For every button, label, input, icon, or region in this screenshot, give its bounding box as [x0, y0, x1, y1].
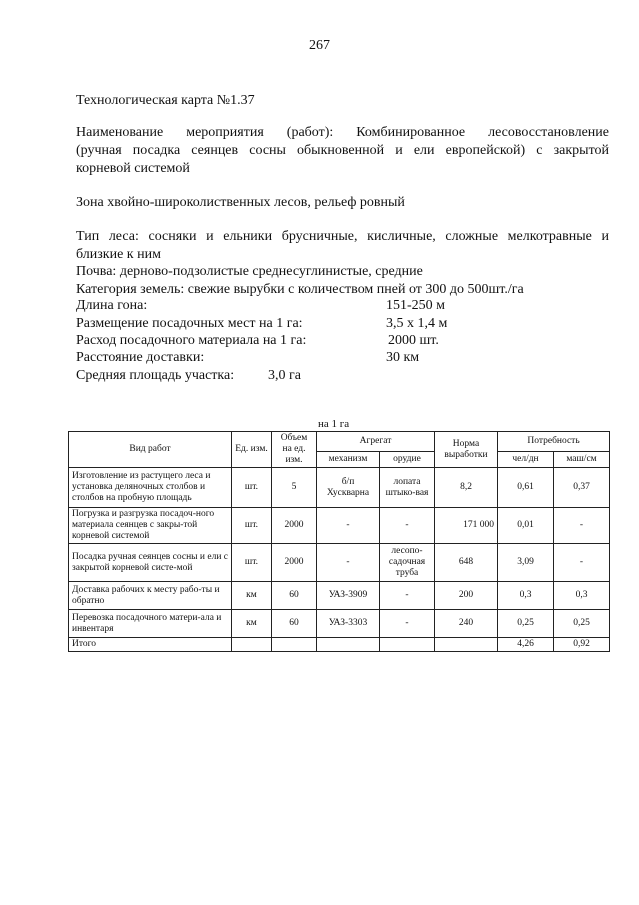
header-machine-shifts: маш/см [554, 452, 610, 468]
row-work: Доставка рабочих к месту рабо-ты и обратно [69, 582, 232, 610]
row-machine-shifts: 0,37 [554, 468, 610, 508]
row-work: Посадка ручная сеянцев сосны и ели с закрытой корневой систе-мой [69, 544, 232, 582]
table-row [69, 468, 610, 508]
total-empty [232, 638, 272, 652]
row-mechanism: - [317, 544, 380, 582]
header-tool: орудие [380, 452, 435, 468]
row-machine-shifts: - [554, 508, 610, 544]
row-mechanism: б/п Хускварна [317, 468, 380, 508]
forest-type-line: Тип леса: сосняки и ельники брусничные, кисличные, сложные мелкотравные и [76, 229, 609, 244]
row-tool: лесопо-садочная труба [380, 544, 435, 582]
forest-type-line: близкие к ним [76, 247, 161, 262]
doc-title: Технологическая карта №1.37 [76, 93, 255, 108]
header-need: Потребность [498, 432, 610, 452]
row-unit: шт. [232, 468, 272, 508]
consumption-label: Расход посадочного материала на 1 га: [76, 333, 307, 348]
row-unit: шт. [232, 544, 272, 582]
table-total-row [69, 638, 610, 652]
row-norm: 8,2 [435, 468, 498, 508]
total-empty [272, 638, 317, 652]
row-work: Изготовление из растущего леса и установка деляночных столбов и столбов на пробную площадь [69, 468, 232, 508]
placement-label: Размещение посадочных мест на 1 га: [76, 316, 303, 331]
row-machine-shifts: 0,25 [554, 610, 610, 638]
run-length-value: 151-250 м [386, 298, 446, 313]
row-tool: - [380, 508, 435, 544]
row-unit: шт. [232, 508, 272, 544]
total-label: Итого [69, 638, 232, 652]
consumption-value: 2000 шт. [388, 333, 439, 348]
row-unit: км [232, 582, 272, 610]
total-empty [317, 638, 380, 652]
row-norm: 240 [435, 610, 498, 638]
row-norm: 200 [435, 582, 498, 610]
total-machine-shifts: 0,92 [554, 638, 610, 652]
header-norm: Норма выработки [435, 432, 498, 468]
header-aggregate: Агрегат [317, 432, 435, 452]
forest-type [76, 228, 609, 264]
row-volume: 2000 [272, 508, 317, 544]
activity-line: корневой системой [76, 161, 190, 176]
header-unit: Ед. изм. [232, 432, 272, 468]
row-man-days: 0,01 [498, 508, 554, 544]
table-row [69, 508, 610, 544]
placement-value: 3,5 х 1,4 м [386, 316, 448, 331]
row-man-days: 0,25 [498, 610, 554, 638]
land-category: Категория земель: свежие вырубки с количеством пней от 300 до 500шт./га [76, 282, 524, 297]
area-value: 3,0 га [268, 368, 301, 383]
zone: Зона хвойно-широколиственных лесов, рельеф ровный [76, 195, 405, 210]
row-mechanism: УАЗ-3909 [317, 582, 380, 610]
row-work: Погрузка и разгрузка посадоч-ного материала сеянцев с закры-той корневой системой [69, 508, 232, 544]
row-mechanism: - [317, 508, 380, 544]
row-volume: 60 [272, 610, 317, 638]
row-man-days: 0,61 [498, 468, 554, 508]
total-man-days: 4,26 [498, 638, 554, 652]
distance-value: 30 км [386, 350, 420, 365]
page-number: 267 [309, 38, 330, 53]
row-machine-shifts: 0,3 [554, 582, 610, 610]
header-work-type: Вид работ [69, 432, 232, 468]
row-machine-shifts: - [554, 544, 610, 582]
row-volume: 60 [272, 582, 317, 610]
run-length-label: Длина гона: [76, 298, 148, 313]
total-empty [435, 638, 498, 652]
table-caption: на 1 га [318, 418, 350, 430]
works-table [68, 431, 610, 652]
table-row [69, 582, 610, 610]
area-label: Средняя площадь участка: [76, 368, 235, 383]
header-volume: Объем на ед. изм. [272, 432, 317, 468]
header-man-days: чел/дн [498, 452, 554, 468]
row-man-days: 3,09 [498, 544, 554, 582]
row-tool: лопата штыко-вая [380, 468, 435, 508]
activity-name [76, 124, 609, 178]
activity-line: (ручная посадка сеянцев сосны обыкновенной и ели европейской) с закрытой [76, 143, 609, 158]
distance-label: Расстояние доставки: [76, 350, 205, 365]
row-mechanism: УАЗ-3303 [317, 610, 380, 638]
activity-line: Наименование мероприятия (работ): Комбинированное лесовосстановление [76, 125, 609, 140]
table-row [69, 544, 610, 582]
row-unit: км [232, 610, 272, 638]
soil: Почва: дерново-подзолистые среднесуглинистые, средние [76, 264, 423, 279]
row-norm: 648 [435, 544, 498, 582]
row-tool: - [380, 610, 435, 638]
row-volume: 2000 [272, 544, 317, 582]
row-work: Перевозка посадочного матери-ала и инвентаря [69, 610, 232, 638]
row-norm: 171 000 [435, 508, 498, 544]
header-mechanism: механизм [317, 452, 380, 468]
table-row [69, 610, 610, 638]
row-tool: - [380, 582, 435, 610]
total-empty [380, 638, 435, 652]
row-man-days: 0,3 [498, 582, 554, 610]
row-volume: 5 [272, 468, 317, 508]
